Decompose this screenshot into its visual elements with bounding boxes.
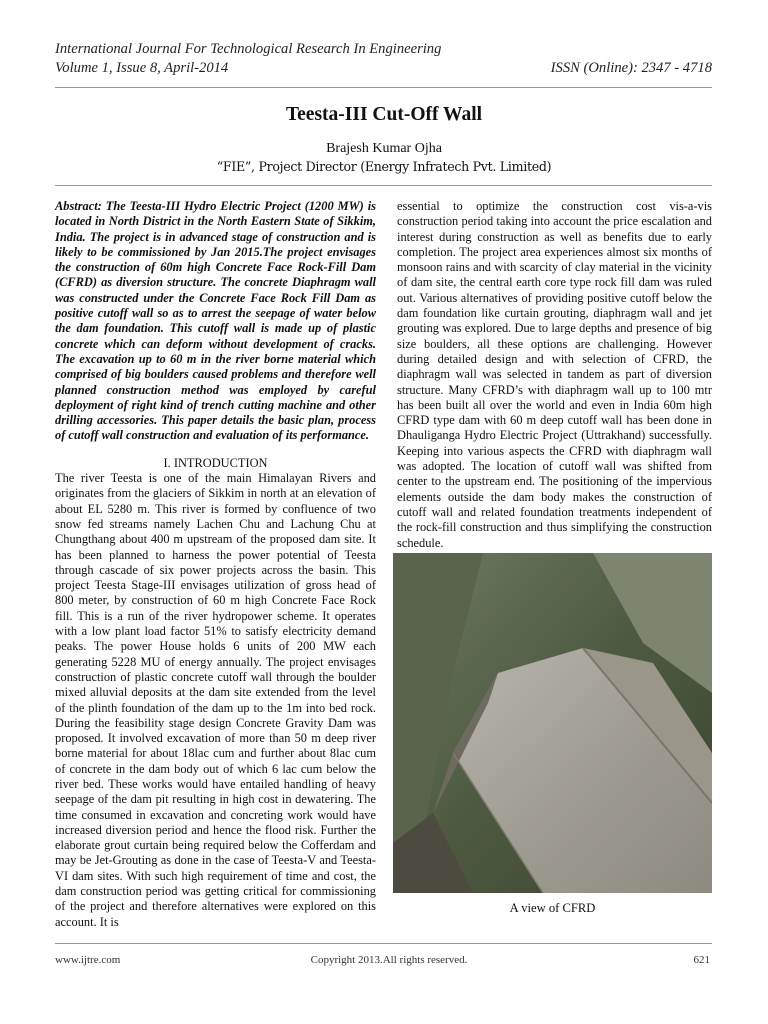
left-column bbox=[55, 199, 376, 930]
title-divider bbox=[55, 185, 712, 186]
header-divider bbox=[55, 87, 712, 88]
page-number: 621 bbox=[693, 954, 710, 966]
introduction-paragraph-continued: essential to optimize the construction cost vis-a-vis construction period taking into account the price escalation and interest during construction as well as benefits due to early completion. The project area experiences almost six months of monsoon rains and with scarcity of clay material in the vicinity of dam site, the central earth core type rock fill dam was ruled out. Various alternatives of providing positive cutoff below the dam foundation like curtain grouting, diaphragm wall and jet grouting was explored. Due to large depths and presence of big size boulders, all these options are challenging. However during detailed design and with selection of CFRD, the diaphragm wall was selected in tandem as part of diversion structure. Many CFRD’s with diaphragm wall up to 100 mtr has been built all over the world and even in India 60m high CFRD type dam with 60 m deep cutoff wall has been done in Dhauliganga Hydro Electric Project (Uttrakhand) successfully. Keeping into various aspects the CFRD with diaphragm wall was adopted. The location of cutoff wall was shifted from center to the upstream end. The positioning of the impervious elements outside the dam body makes the construction of cutoff wall and related foundation treatments independent of the rock-fill construction and thus simplifying the construction schedule. bbox=[397, 199, 712, 550]
cfrd-dam-photo bbox=[393, 553, 712, 893]
introduction-paragraph: The river Teesta is one of the main Himalayan Rivers and originates from the glaciers of Sikkim in north at an elevation of about EL 5280 m. This river is formed by confluence of two snow fed streams namely Lachen Chu and Lachung Chu at Chungthang about 400 m upstream of the proposed dam site. It has been planned to harness the power potential of Teesta through cascade of six power projects across the basin. This project Teesta Stage-III envisages utilization of gross head of 800 meter, by construction of 60 m high Concrete Face Rock fill. This is a run of the river hydropower scheme. It operates with a low plant load factor 51% to satisfy electricity demand peaks. The power House holds 6 units of 200 MW each generating 5228 MU of energy annually. The project envisages construction of plastic concrete cutoff wall through the boulder mixed alluvial deposits at the dam site extended from the level of the plinth foundation of the dam up to the 1m into bed rock. During the feasibility stage design Concrete Gravity Dam was proposed. It involved excavation of more than 50 m deep river borne material for about 18lac cum and further about 8lac cum of concrete in the dam body out of which 6 lac cum below the river bed. These works would have entailed handling of heavy seepage of the dam pit resulting in high cost in dewatering. The time consumed in excavation and concreting work would have increased diversion period and hence the flood risk. Further the elaborate grout curtain being required below the Cofferdam and may be Jet-Grouting as done in the case of Teesta-V and Teesta-VI dam sites. With such high requirement of time and cost, the dam construction period was getting critical for commissioning of the project and therefore alternatives were explored on this account. It is bbox=[55, 471, 376, 929]
journal-issue-line bbox=[55, 60, 712, 77]
figure-caption: A view of CFRD bbox=[509, 901, 596, 915]
footer-copyright: Copyright 2013.All rights reserved. bbox=[310, 954, 468, 966]
journal-volume: Volume 1, Issue 8, April-2014 bbox=[55, 60, 229, 76]
footer-divider bbox=[55, 943, 712, 944]
journal-name: International Journal For Technological Research In Engineering bbox=[55, 41, 442, 57]
footer-website: www.ijtre.com bbox=[55, 954, 121, 966]
abstract: Abstract: The Teesta-III Hydro Electric Project (1200 MW) is located in North District in the North Eastern State of Sikkim, India. The project is in advanced stage of construction and is likely to be commissioned by Jan 2015.The project envisages the construction of 60m high Concrete Face Rock-Fill Dam (CFRD) as diversion structure. The concrete Diaphragm wall was constructed under the Concrete Face Rock Fill Dam as positive cutoff wall so as to arrest the seepage of water below the dam foundation. This cutoff wall is made up of plastic concrete which can deform without development of cracks. The excavation up to 60 m in the river borne material which comprised of big boulders caused problems and therefore well planned construction method was employed by careful deployment of right kind of trench cutting machine and other drilling accessories. This paper details the basic plan, process of cutoff wall construction and evaluation of its performance. bbox=[55, 199, 376, 443]
section-heading-introduction: I. INTRODUCTION bbox=[163, 455, 268, 470]
right-column bbox=[397, 199, 712, 551]
paper-title: Teesta-III Cut-Off Wall bbox=[285, 104, 483, 125]
author-name: Brajesh Kumar Ojha bbox=[326, 141, 442, 156]
journal-issn: ISSN (Online): 2347 - 4718 bbox=[550, 60, 712, 76]
author-affiliation: “FIE”, Project Director (Energy Infratech Pvt. Limited) bbox=[216, 159, 552, 174]
